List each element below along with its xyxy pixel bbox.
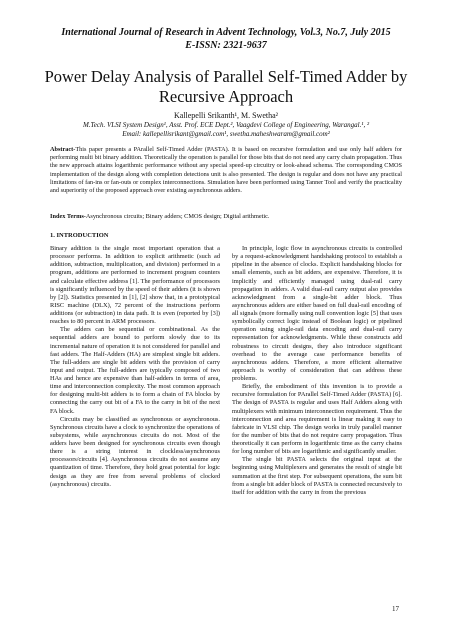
abstract	[50, 146, 402, 195]
section-heading: 1. INTRODUCTION	[50, 232, 109, 239]
paragraph: The single bit PASTA selects the original input at the beginning using Multiplexers and generates the result of single bit summation at the first step. For subsequent operations, the sum bit from a single bit adder block of PASTA is connected recursively to itself for addition with the carry in from the previous	[232, 456, 402, 496]
page-number: 17	[392, 605, 399, 613]
abstract-text: This paper presents a PArallel Self-Timed Adder (PASTA). It is based on recursive formulation and use only half adders for performing multi bit binary addition. Theoretically the operation is parallel for those bits that do not need any carry chain propagation. Thus the new approach attains logarithmic performance without any special speed-up circuitry or look-ahead schema. The corresponding CMOS implementation of the design along with completion detections unit is also presented. The design is regular and does not have any practical limitations of fan-ins or fan-outs or complex interconnections. Simulation have been performed using Tanner Tool and verify the practicality and superiority of the proposed approach over existing asynchronous adders.	[50, 146, 402, 195]
index-terms-label: Index Terms-	[50, 213, 86, 220]
paper-email: Email: kallepellisrikant@gmail.com¹, swetha.maheshwaram@gmail.com²	[122, 130, 330, 138]
left-column	[50, 245, 220, 489]
journal-header-line1: International Journal of Research in Advent Technology, Vol.3, No.7, July 2015	[61, 27, 391, 38]
abstract-label: Abstract-	[50, 146, 76, 153]
index-terms	[50, 213, 402, 221]
paper-title: Power Delay Analysis of Parallel Self-Timed Adder by Recursive Approach	[44, 67, 408, 106]
paper-authors: Kallepelli Srikanth¹, M. Swetha²	[173, 111, 279, 120]
paragraph: Briefly, the embodiment of this invention is to provide a recursive formulation for PArallel Self-Timed Adder (PASTA) [6]. The design of PASTA is regular and uses Half Adders along with multiplexers with minimum interconnection requirement. Thus the interconnection and area requirement is linear making it easy to fabricate in VLSI chip. The design works in truly parallel manner for the number of bits that do not require carry propagation. Thus theoretically it can perform in logarithmic time as the carry chains for long number of bits are logarithmic and significantly smaller.	[232, 383, 402, 456]
index-terms-text: Asynchronous circuits; Binary adders; CMOS design; Digital arithmetic.	[85, 213, 270, 220]
paragraph: Circuits may be classified as synchronous or asynchronous. Synchronous circuits have a clock to synchronize the operations of subsystems, while asynchronous circuits do not. Most of the adders have been designed for synchronous circuits even though there is a string interest in clockless/asynchronous processors/circuits [4]. Asynchronous circuits do not assume any quantization of time. Therefore, they hold great potential for logic design as they are free from several problems of clocked (asynchronous) circuits.	[50, 415, 220, 488]
right-column	[232, 245, 402, 497]
paragraph: The adders can be sequential or combinational. As the sequential adders are bound to perform slowly due to its incremental nature of operation it is not considered for parallel and fast adders. The Half-Adders (HA) are simplest single bit adders. The full-adders are single bit adders with the provision of carry input and output. The full-adders are typically composed of two HAs and hence are expensive than half-adders in terms of area, time and interconnection complexity. The most common approach for designing multi-bit adders is to form a chain of FA blocks by connecting the carry out bit of a FA to the carry in bit of the next FA block.	[50, 326, 220, 415]
paper-affiliation: M.Tech. VLSI System Design¹, Asst. Prof. ECE Dept.², Vaagdevi College of Engineering, Warangal.¹, ²	[82, 121, 370, 129]
journal-header-line2: E-ISSN: 2321-9637	[185, 40, 267, 51]
paragraph: Binary addition is the single most important operation that a processor performs. In addition to explicit arithmetic (such ad addition, subtraction, multiplication, and division) performed in a program, additions are performed to increment program counters and calculate effective address [1]. The performance of processors is significantly influenced by the speed of their adders (it is shown by [2]). Statistics presented in [1], [2] show that, in a prototypical RISC machine (DLX), 72 percent of the instructions perform additions (or subtraction) in data path. It is even (reported by [3]) reaches to 80 percent in ARM processors.	[50, 245, 220, 326]
paragraph: In principle, logic flow in asynchronous circuits is controlled by a request-acknowledgment handshaking protocol to establish a pipeline in the absence of clocks. Explicit handshaking blocks for small elements, such as bit adders, are expensive. Therefore, it is implicitly and efficiently managed using dual-rail carry propagation in adders. A valid dual-rail carry output also provides acknowledgment from a single-bit adder block. Thus asynchronous adders are either based on full dual-rail encoding of all signals (more formally using null convention logic [5] that uses symbolically correct logic instead of Boolean logic) or pipelined operation using single-rail data encoding and dual-rail carry representation for acknowledgments. While these constructs add robustness to circuit designs, they also introduce significant overhead to the average case performance benefits of asynchronous adders. Therefore, a more efficient alternative approach is worthy of consideration that can address these problems.	[232, 245, 402, 382]
